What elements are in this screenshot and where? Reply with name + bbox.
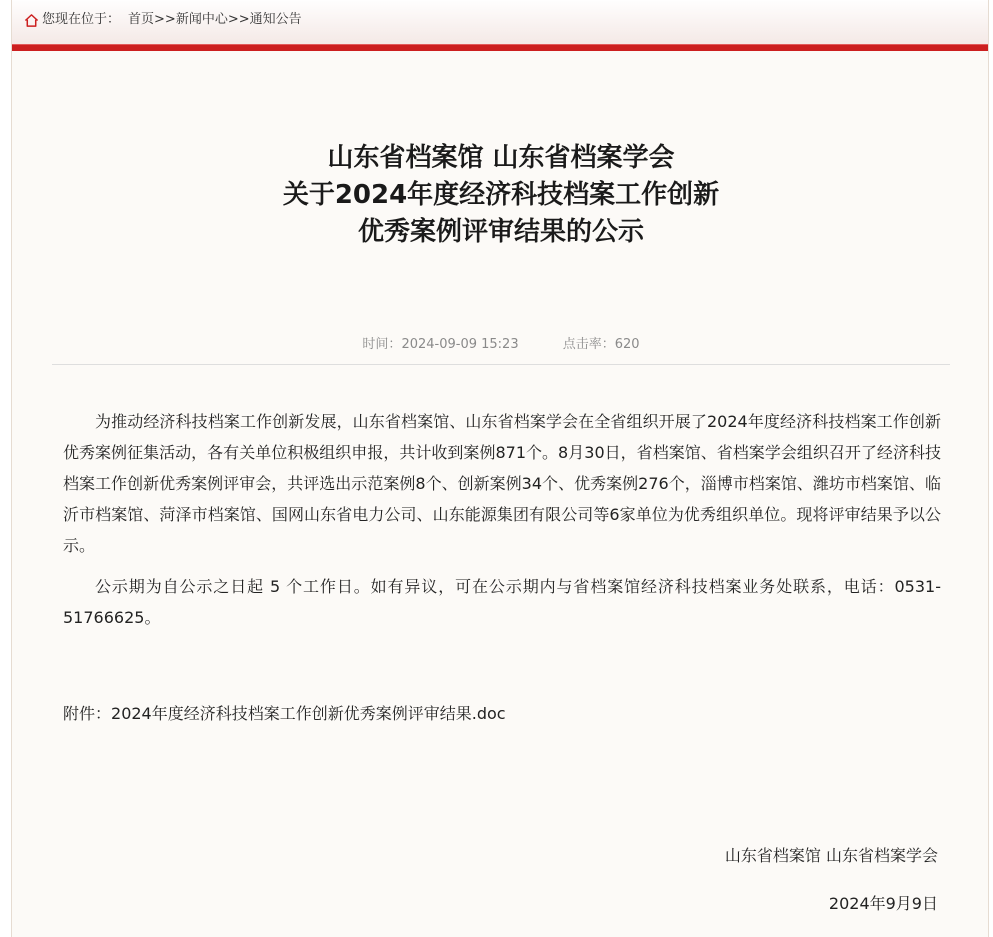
- publish-date: 2024年9月9日: [828, 894, 938, 913]
- time-label: 时间：: [362, 337, 402, 352]
- header-red-rule: [12, 44, 988, 51]
- breadcrumb-home-link[interactable]: 首页: [128, 12, 155, 27]
- attachment-link[interactable]: 2024年度经济科技档案工作创新优秀案例评审结果.doc: [111, 704, 506, 723]
- attachment: [63, 700, 506, 728]
- title-line: 山东省档案馆 山东省档案学会: [327, 143, 675, 173]
- article-body: [63, 406, 941, 643]
- breadcrumb-separator: >>: [154, 12, 176, 27]
- home-icon: [24, 13, 39, 28]
- breadcrumb-prefix: 您现在位于：: [42, 12, 121, 27]
- signature: 山东省档案馆 山东省档案学会: [724, 846, 938, 865]
- breadcrumb-bar: [12, 0, 988, 44]
- hits-value: 620: [614, 337, 640, 352]
- body-paragraph: 公示期为自公示之日起 5 个工作日。如有异议，可在公示期内与省档案馆经济科技档案业务处联系，电话：0531-51766625。: [63, 577, 941, 627]
- page: [11, 0, 989, 937]
- meta-divider: [52, 364, 950, 365]
- time-value: 2024-09-09 15:23: [401, 337, 519, 352]
- breadcrumb-notice-link[interactable]: 通知公告: [249, 12, 302, 27]
- title-line: 关于2024年度经济科技档案工作创新: [282, 180, 720, 210]
- body-paragraph: 为推动经济科技档案工作创新发展，山东省档案馆、山东省档案学会在全省组织开展了2024年度经济科技档案工作创新优秀案例征集活动，各有关单位积极组织申报，共计收到案例871个。8月30日，省档案馆、省档案学会组织召开了经济科技档案工作创新优秀案例评审会，共评选出示范案例8个、创新案例34个、优秀案例276个，淄博市档案馆、潍坊市档案馆、临沂市档案馆、菏泽市档案馆、国网山东省电力公司、山东能源集团有限公司等6家单位为优秀组织单位。现将评审结果予以公示。: [63, 412, 941, 555]
- article-meta: [52, 336, 950, 354]
- hits-label: 点击率：: [562, 337, 615, 352]
- article-title: [52, 140, 950, 251]
- title-line: 优秀案例评审结果的公示: [357, 217, 644, 247]
- breadcrumb-separator: >>: [227, 12, 250, 27]
- breadcrumb: [24, 10, 302, 30]
- breadcrumb-news-link[interactable]: 新闻中心: [175, 12, 228, 27]
- attachment-label: 附件：: [63, 704, 112, 723]
